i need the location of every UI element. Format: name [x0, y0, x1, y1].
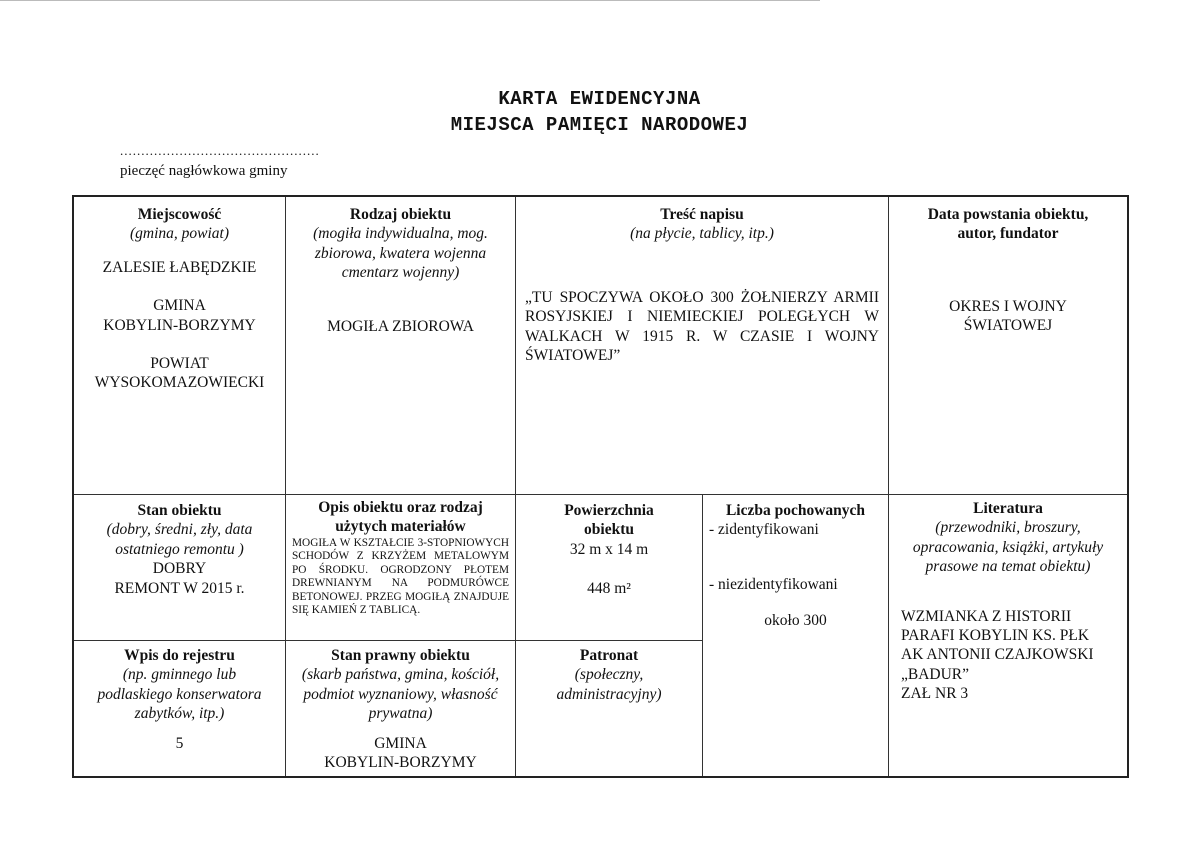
data-value-line2: ŚWIATOWEJ [963, 317, 1053, 335]
stamp-label: pieczęć nagłówkowa gminy [120, 163, 288, 179]
owner-line1: GMINA [374, 734, 427, 752]
miejscowosc-hint: (gmina, powiat) [129, 225, 230, 243]
cell-stan-prawny [286, 642, 515, 776]
literatura-line2: PARAFI KOBYLIN KS. PŁK [901, 626, 1090, 644]
scan-top-edge [0, 0, 820, 1]
cell-liczba-pochowanych [703, 497, 888, 776]
identified-label: - zidentyfikowani [709, 521, 819, 539]
literatura-line3: AK ANTONII CZAJKOWSKI [901, 646, 1094, 664]
registry-number: 5 [175, 734, 184, 752]
tresc-hint: (na płycie, tablicy, itp.) [630, 225, 774, 243]
stan-prawny-hint: (skarb państwa, gmina, kościół, podmiot wyznaniowy, własność prywatna) [301, 666, 500, 723]
row-divider-2 [74, 640, 702, 641]
literatura-heading: Literatura [973, 500, 1043, 517]
cell-opis [286, 495, 515, 640]
literatura-hint: (przewodniki, broszury, opracowania, książki, artykuły prasowe na temat obiektu) [912, 519, 1104, 576]
powiat-label: POWIAT [150, 354, 209, 372]
cell-patronat [516, 642, 702, 776]
cell-miejscowosc [74, 201, 285, 494]
card-title-line1: KARTA EWIDENCYJNA [498, 88, 701, 110]
opis-value: MOGIŁA W KSZTAŁCIE 3-STOPNIOWYCH SCHODÓW Z KRZYŻEM METALOWYM PO ŚRODKU. OGRODZONY PŁOTEM DREWNIANYM NA PODMURÓWCE BETONOWEJ. PRZEG MOGIŁĄ ZNAJDUJE SIĘ KAMIEŃ Z TABLICĄ. [292, 536, 509, 617]
rodzaj-heading: Rodzaj obiektu [349, 206, 452, 223]
powiat-value: WYSOKOMAZOWIECKI [94, 374, 265, 392]
wpis-hint: (np. gminnego lub podlaskiego konserwatora zabytków, itp.) [97, 666, 262, 723]
unidentified-count: około 300 [764, 612, 827, 630]
cell-stan-obiektu [74, 497, 285, 640]
cell-rodzaj [286, 201, 515, 494]
patronat-hint: (społeczny, administracyjny) [556, 666, 662, 703]
wpis-heading: Wpis do rejestru [124, 647, 235, 664]
opis-heading: Opis obiektu oraz rodzaj użytych materiałów [318, 499, 483, 536]
stan-hint: (dobry, średni, zły, data ostatniego remontu ) [106, 521, 253, 558]
area-value: 448 m² [587, 580, 631, 598]
liczba-heading: Liczba pochowanych [725, 502, 866, 519]
card-title-line2: MIEJSCA PAMIĘCI NARODOWEJ [450, 114, 749, 136]
cell-literatura [889, 495, 1127, 776]
stan-prawny-heading: Stan prawny obiektu [331, 647, 470, 664]
data-heading-line2: autor, fundator [957, 225, 1059, 243]
stamp-dotted-line: ............................................... [120, 143, 320, 158]
tresc-heading: Treść napisu [660, 206, 744, 223]
cell-tresc [516, 201, 888, 494]
miejscowosc-value: ZALESIE ŁABĘDZKIE [102, 258, 257, 276]
patronat-heading: Patronat [579, 647, 639, 664]
data-heading-line1: Data powstania obiektu, [927, 206, 1089, 223]
unidentified-label: - niezidentyfikowani [709, 575, 838, 593]
literatura-value [895, 607, 1121, 704]
powierzchnia-heading-line2: obiektu [584, 521, 634, 539]
gmina-label: GMINA [153, 297, 206, 315]
cell-wpis-do-rejestru [74, 642, 285, 776]
rodzaj-value: MOGIŁA ZBIOROWA [327, 317, 474, 335]
miejscowosc-heading: Miejscowość [137, 206, 222, 223]
dimensions-value: 32 m x 14 m [569, 540, 649, 558]
remont-value: REMONT W 2015 r. [114, 579, 245, 597]
stan-heading: Stan obiektu [137, 502, 222, 519]
powierzchnia-heading-line1: Powierzchnia [564, 502, 654, 519]
literatura-line4: „BADUR” [901, 665, 970, 683]
cell-data-powstania [889, 201, 1127, 494]
owner-line2: KOBYLIN-BORZYMY [324, 753, 477, 771]
stan-value: DOBRY [152, 560, 207, 578]
data-value-line1: OKRES I WOJNY [949, 297, 1067, 315]
record-table [72, 195, 1129, 778]
cell-powierzchnia [516, 497, 702, 640]
inscription-text: „TU SPOCZYWA OKOŁO 300 ŻOŁNIERZY ARMII ROSYJSKIEJ I NIEMIECKIEJ POLEGŁYCH W WALKACH W 1915 R. W CZASIE I WOJNY ŚWIATOWEJ” [525, 288, 879, 364]
rodzaj-hint: (mogiła indywidualna, mog. zbiorowa, kwatera wojenna cmentarz wojenny) [313, 225, 488, 282]
literatura-line1: WZMIANKA Z HISTORII [901, 607, 1072, 625]
gmina-value: KOBYLIN-BORZYMY [103, 316, 256, 334]
literatura-line5: ZAŁ NR 3 [901, 685, 969, 702]
